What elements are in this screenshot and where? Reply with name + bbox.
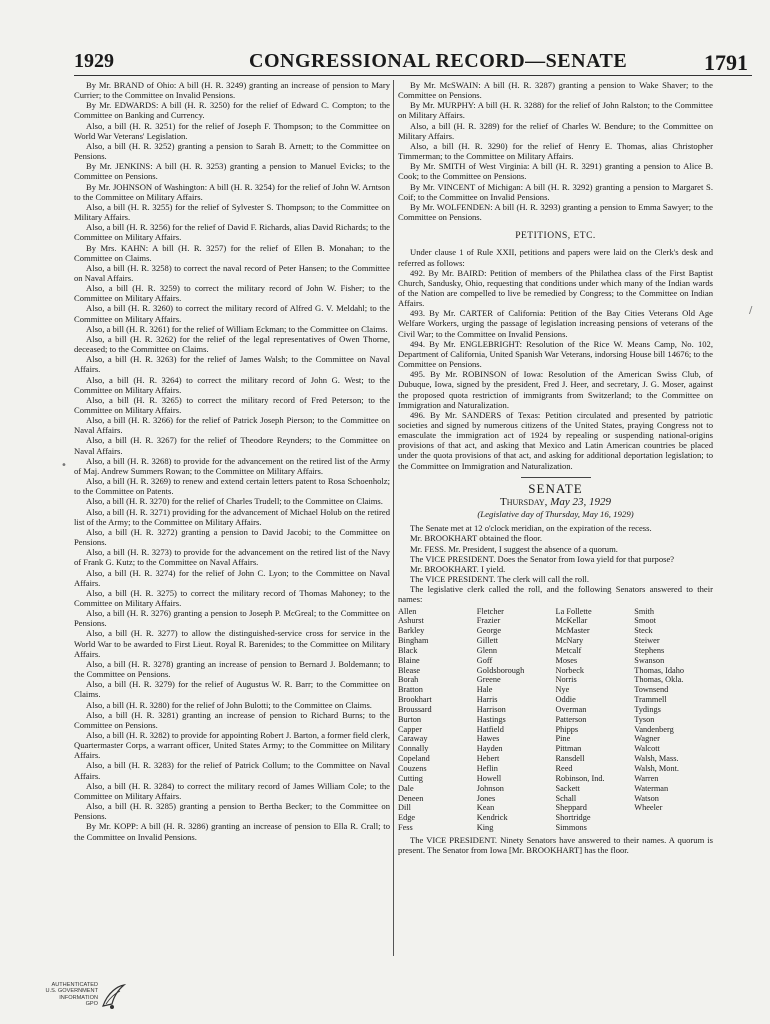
paragraph: Also, a bill (H. R. 3251) for the relief of Joseph F. Thompson; to the Committee on World War Veterans' Legislation. <box>74 120 390 141</box>
paragraph: Also, a bill (H. R. 3268) to provide for the advancement on the retired list of the Army of Maj. Andrew Summers Rowan; to the Committee on Military Affairs. <box>74 455 390 476</box>
bill-list-left <box>74 80 390 842</box>
senator-name: Nye <box>555 685 570 695</box>
senator-name: Phipps <box>555 724 579 734</box>
senator-name: Caraway <box>398 734 428 744</box>
senator-name: Ransdell <box>555 754 585 764</box>
senator-name: Copeland <box>398 754 430 764</box>
senator-name: Walsh, Mont. <box>634 764 679 773</box>
senator-name: Broussard <box>398 704 432 714</box>
paragraph: By Mr. EDWARDS: A bill (H. R. 3250) for the relief of Edward C. Compton; to the Committee on Banking and Currency. <box>74 100 390 121</box>
senator-name: Cutting <box>398 773 423 783</box>
header-page-number: 1791 <box>704 50 748 75</box>
roll-call-column <box>634 607 713 833</box>
paragraph: The legislative clerk called the roll, and the following Senators answered to their names: <box>398 584 713 605</box>
senator-name: Connally <box>398 744 429 754</box>
senator-name: Waterman <box>634 783 669 793</box>
senator-name: Pine <box>555 734 571 744</box>
paragraph: Also, a bill (H. R. 3271) providing for the advancement of Michael Holub on the retired list of the Army; to the Committee on Military Affairs. <box>74 506 390 527</box>
senator-name: Borah <box>398 675 419 685</box>
senator-name: Dill <box>398 803 411 813</box>
paragraph: By Mr. MURPHY: A bill (H. R. 3288) for the relief of John Ralston; to the Committee on Military Affairs. <box>398 100 713 121</box>
senator-name: Metcalf <box>555 645 582 655</box>
paragraph: Also, a bill (H. R. 3264) to correct the military record of John G. West; to the Committee on Military Affairs. <box>74 374 390 395</box>
paragraph: Also, a bill (H. R. 3283) for the relief of Patrick Collum; to the Committee on Naval Affairs. <box>74 760 390 781</box>
senator-name: Overman <box>555 704 587 714</box>
senator-name: Moses <box>555 655 578 665</box>
header-year: 1929 <box>74 50 114 72</box>
header-rule <box>74 75 752 76</box>
senator-name: Wheeler <box>634 803 663 813</box>
roll-call-column <box>556 607 635 833</box>
paragraph: Also, a bill (H. R. 3267) for the relief of Theodore Reynders; to the Committee on Naval Affairs. <box>74 435 390 456</box>
senator-name: Hale <box>476 685 493 695</box>
senator-name: Harris <box>476 695 498 705</box>
senator-name: Brookhart <box>398 695 432 705</box>
right-column <box>398 80 713 855</box>
senator-name: Bratton <box>398 685 423 695</box>
senator-name: Smith <box>634 606 655 616</box>
senator-name: Shortridge <box>555 813 591 823</box>
paragraph: Also, a bill (H. R. 3270) for the relief of Charles Trudell; to the Committee on Claims. <box>86 496 383 507</box>
senator-name: Greene <box>476 675 501 685</box>
senator-name: Pittman <box>555 744 582 754</box>
senator-name: McKellar <box>555 616 588 626</box>
senator-name: Johnson <box>476 783 504 793</box>
senator-name: Gillett <box>476 636 498 646</box>
senator-name: La Follette <box>555 606 592 616</box>
senate-heading: SENATE <box>528 480 583 496</box>
senator-name: Goff <box>476 655 493 665</box>
paragraph: By Mr. VINCENT of Michigan: A bill (H. R. 3292) granting a pension to Margaret S. Coif; to the Committee on Invalid Pensions. <box>398 181 713 202</box>
senator-name: Hastings <box>476 714 506 724</box>
paragraph: Also, a bill (H. R. 3284) to correct the military record of James William Cole; to the Committee on Military Affairs. <box>74 780 390 801</box>
paragraph: Also, a bill (H. R. 3290) for the relief of Henry E. Thomas, alias Christopher Timmerman; to the Committee on Military Affairs. <box>398 140 713 162</box>
paragraph: Also, a bill (H. R. 3273) to provide for the advancement on the retired list of the Navy of Frank G. Kutz; to the Committee on Naval Affairs. <box>74 547 390 568</box>
senator-name: Dale <box>398 783 414 793</box>
paragraph: Mr. BROOKHART. I yield. <box>410 563 506 574</box>
paragraph: Also, a bill (H. R. 3278) granting an increase of pension to Bernard J. Boldemann; to the Committee on Pensions. <box>74 658 390 680</box>
roll-call-names <box>398 607 713 833</box>
senator-name: Walcott <box>634 744 660 754</box>
roll-call-column <box>477 607 556 833</box>
paragraph: Also, a bill (H. R. 3263) for the relief of James Walsh; to the Committee on Naval Affairs. <box>74 354 390 375</box>
margin-mark: / <box>749 305 753 316</box>
senator-name: Glenn <box>476 645 498 655</box>
paragraph: Also, a bill (H. R. 3258) to correct the naval record of Peter Hansen; to the Committee on Naval Affairs. <box>74 262 390 283</box>
paragraph: Also, a bill (H. R. 3280) for the relief of John Bulotti; to the Committee on Claims. <box>86 699 372 710</box>
senator-name: Watson <box>634 793 659 803</box>
senator-name: Burton <box>398 714 422 724</box>
senator-name: Kean <box>476 803 495 813</box>
petitions-list <box>398 247 713 470</box>
session-date-value: May 23, 1929 <box>550 495 611 508</box>
paragraph: Also, a bill (H. R. 3256) for the relief of David F. Richards, alias David Richards; to the Committee on Military Affairs. <box>74 222 390 243</box>
senator-name: George <box>476 626 502 636</box>
paragraph: Also, a bill (H. R. 3289) for the relief of Charles W. Bendure; to the Committee on Military Affairs. <box>398 120 713 141</box>
paragraph: The Senate met at 12 o'clock meridian, on the expiration of the recess. <box>410 523 652 534</box>
senator-name: Hebert <box>476 754 500 764</box>
senate-proceedings <box>398 523 713 604</box>
senator-name: Capper <box>398 724 422 734</box>
bill-list-right <box>398 80 713 222</box>
senator-name: Townsend <box>634 685 669 695</box>
paragraph: 496. By Mr. SANDERS of Texas: Petition circulated and presented by patriotic societies and signed by numerous citizens of the United States, praying Congress not to emasculate the immigration act of 1924 by repealing or suspending national-origins provisions of that act, and asking that Mexico and Latin American countries be placed under the quota provisions of that act, and asking for additional deportation legislation; to the Committee on Immigration and Naturalization. <box>398 409 713 471</box>
header-title: CONGRESSIONAL RECORD—SENATE <box>249 50 628 72</box>
senator-name: Schall <box>555 793 577 803</box>
senator-name: Deneen <box>398 793 424 803</box>
senator-name: Ashurst <box>398 616 424 626</box>
paragraph: 495. By Mr. ROBINSON of Iowa: Resolution of the American Swiss Club, of Dubuque, Iowa, signed by the president, Fred J. Heer, and secretary, J. G. Moser, against the proposed quota restriction of immigrants from Switzerland; to the Committee on Immigration and Naturalization. <box>398 369 713 410</box>
legislative-day: (Legislative day of Thursday, May 16, 1929) <box>477 509 634 520</box>
senator-name: Warren <box>634 773 659 783</box>
senator-name: Tydings <box>634 704 661 714</box>
paragraph: Also, a bill (H. R. 3275) to correct the military record of Thomas Mahoney; to the Committee on Military Affairs. <box>74 587 390 608</box>
paragraph: Also, a bill (H. R. 3277) to allow the distinguished-service cross for service in the World War to be awarded to First Lieut. Royal R. Barenides; to the Committee on Military Affairs. <box>74 628 390 659</box>
paragraph: Also, a bill (H. R. 3252) granting a pension to Sarah B. Arnett; to the Committee on Pensions. <box>74 140 390 162</box>
margin-dot: • <box>61 460 67 471</box>
senator-name: Blaine <box>398 655 420 665</box>
paragraph: Mr. FESS. Mr. President, I suggest the absence of a quorum. <box>410 543 618 554</box>
session-date <box>398 497 713 507</box>
senator-name: Vandenberg <box>634 724 674 734</box>
paragraph: Also, a bill (H. R. 3266) for the relief of Patrick Joseph Pierson; to the Committee on Naval Affairs. <box>74 415 390 436</box>
senator-name: Patterson <box>555 714 587 724</box>
senator-name: Hayden <box>476 744 503 754</box>
senator-name: Wagner <box>634 734 660 744</box>
senator-name: Trammell <box>634 695 667 705</box>
senator-name: Simmons <box>555 823 587 833</box>
logo-text: AUTHENTICATED U.S. GOVERNMENT INFORMATION GPO <box>45 982 98 1008</box>
paragraph: By Mr. JOHNSON of Washington: A bill (H. R. 3254) for the relief of John W. Arntson to the Committee on Military Affairs. <box>74 181 390 202</box>
paragraph: Also, a bill (H. R. 3255) for the relief of Sylvester S. Thompson; to the Committee on Military Affairs. <box>74 201 390 223</box>
paragraph: Also, a bill (H. R. 3260) to correct the military record of Alfred G. V. Meldahl; to the Committee on Military Affairs. <box>74 303 390 324</box>
senator-name: Fletcher <box>476 606 504 616</box>
paragraph: Also, a bill (H. R. 3276) granting a pension to Joseph P. McGreal; to the Committee on Pensions. <box>74 608 390 629</box>
paragraph: Under clause 1 of Rule XXII, petitions and papers were laid on the Clerk's desk and referred as follows: <box>398 247 713 268</box>
senator-name: Norris <box>555 675 577 685</box>
paragraph: Also, a bill (H. R. 3259) to correct the military record of John W. Fisher; to the Committee on Military Affairs. <box>74 283 390 304</box>
senator-name: Sheppard <box>555 803 587 813</box>
roll-call-column <box>398 607 477 833</box>
paragraph: The VICE PRESIDENT. Does the Senator from Iowa yield for that purpose? <box>410 553 675 564</box>
senator-name: Fess <box>398 823 413 833</box>
senator-name: McMaster <box>555 626 590 636</box>
senator-name: Oddie <box>555 695 576 705</box>
senator-name: Robinson, Ind. <box>555 773 605 783</box>
senator-name: Thomas, Okla. <box>634 675 684 685</box>
senator-name: Howell <box>476 773 502 783</box>
senator-name: Hawes <box>476 734 500 744</box>
senator-name: Bingham <box>398 636 429 646</box>
petitions-heading: PETITIONS, ETC. <box>515 231 596 242</box>
paragraph: By Mrs. KAHN: A bill (H. R. 3257) for the relief of Ellen B. Monahan; to the Committee on Claims. <box>74 242 390 263</box>
paragraph: Also, a bill (H. R. 3281) granting an increase of pension to Richard Burns; to the Committee on Pensions. <box>74 709 390 730</box>
section-rule <box>521 477 591 478</box>
senator-name: McNary <box>555 636 584 646</box>
senator-name: Kendrick <box>476 813 508 823</box>
senator-name: Barkley <box>398 626 425 636</box>
senator-name: Steiwer <box>634 636 660 646</box>
paragraph: Also, a bill (H. R. 3285) granting a pension to Bertha Becker; to the Committee on Pensions. <box>74 801 390 822</box>
senator-name: Stephens <box>634 645 665 655</box>
paragraph: Also, a bill (H. R. 3261) for the relief of William Eckman; to the Committee on Claims. <box>86 323 388 334</box>
paragraph: Also, a bill (H. R. 3262) for the relief of the legal representatives of Owen Thorne, deceased; to the Committee on Claims. <box>74 333 390 355</box>
session-day: Thursday, <box>500 495 548 508</box>
column-divider <box>393 80 394 956</box>
senator-name: Swanson <box>634 655 665 665</box>
senator-name: Allen <box>398 606 417 616</box>
paragraph: By Mr. KOPP: A bill (H. R. 3286) granting an increase of pension to Ella R. Crall; to the Committee on Invalid Pensions. <box>74 821 390 842</box>
paragraph: By Mr. WOLFENDEN: A bill (H. R. 3293) granting a pension to Emma Sawyer; to the Committee on Pensions. <box>398 201 713 223</box>
senator-name: Couzens <box>398 764 427 773</box>
paragraph: Also, a bill (H. R. 3282) to provide for appointing Robert J. Barton, a former field clerk, Quartermaster Corps, a warrant officer, United States Army; to the Committee on Military Affairs. <box>74 730 390 761</box>
paragraph: By Mr. BRAND of Ohio: A bill (H. R. 3249) granting an increase of pension to Mary Currier; to the Committee on Invalid Pensions. <box>74 80 390 101</box>
paragraph: Also, a bill (H. R. 3279) for the relief of Augustus W. R. Barr; to the Committee on Claims. <box>74 679 390 700</box>
senator-name: Smoot <box>634 616 656 626</box>
senator-name: Thomas, Idaho <box>634 665 685 675</box>
paragraph: By Mr. SMITH of West Virginia: A bill (H. R. 3291) granting a pension to Alice B. Cook; to the Committee on Pensions. <box>398 161 713 182</box>
senator-name: Edge <box>398 813 416 823</box>
senator-name: Jones <box>476 793 496 803</box>
paragraph: Also, a bill (H. R. 3265) to correct the military record of Fred Peterson; to the Committee on Military Affairs. <box>74 394 390 415</box>
senator-name: Reed <box>555 764 573 773</box>
paragraph: 493. By Mr. CARTER of California: Petition of the Bay Cities Veterans Old Age Welfare Workers, urging the passage of legislation increasing pensions of veterans of the Civil War; to the Committee on Invalid Pensions. <box>398 308 713 339</box>
gpo-authenticated-logo <box>22 982 132 1016</box>
paragraph: Also, a bill (H. R. 3269) to renew and extend certain letters patent to Rosa Schoenholz; to the Committee on Patents. <box>74 476 390 497</box>
senator-name: Hatfield <box>476 724 504 734</box>
senator-name: Harrison <box>476 704 506 714</box>
paragraph: 492. By Mr. BAIRD: Petition of members of the Philathea class of the First Baptist Church, Sandusky, Ohio, requesting that conditions under which many of the Indian wards of the Nation are compelled to live be remedied by Congress; to the Committee on Indian Affairs. <box>398 267 713 309</box>
senator-name: Heflin <box>476 764 498 773</box>
senator-name: Blease <box>398 665 421 675</box>
paragraph: Also, a bill (H. R. 3274) for the relief of John C. Lyon; to the Committee on Naval Affairs. <box>74 567 390 588</box>
senator-name: Tyson <box>634 714 655 724</box>
left-column <box>74 80 390 842</box>
paragraph: 494. By Mr. ENGLEBRIGHT: Resolution of the Rice W. Means Camp, No. 102, Department of California, United Spanish War Veterans, indorsing House bill 14676; to the Committee on Pensions. <box>398 338 713 370</box>
quorum-announcement: The VICE PRESIDENT. Ninety Senators have answered to their names. A quorum is present. The Senator from Iowa [Mr. BROOKHART] has the floor. <box>398 834 713 856</box>
paragraph: Also, a bill (H. R. 3272) granting a pension to David Jacobi; to the Committee on Pensions. <box>74 526 390 548</box>
eagle-icon <box>100 982 126 1012</box>
senator-name: King <box>476 823 494 833</box>
senator-name: Frazier <box>476 616 501 626</box>
senator-name: Walsh, Mass. <box>634 754 679 764</box>
senator-name: Black <box>398 645 418 655</box>
senator-name: Norbeck <box>555 665 585 675</box>
senator-name: Sackett <box>555 783 580 793</box>
paragraph: Mr. BROOKHART obtained the floor. <box>410 533 543 544</box>
senator-name: Goldsborough <box>476 665 525 675</box>
paragraph: By Mr. McSWAIN: A bill (H. R. 3287) granting a pension to Wake Shaver; to the Committee on Pensions. <box>398 80 713 101</box>
senator-name: Steck <box>634 626 653 636</box>
paragraph: By Mr. JENKINS: A bill (H. R. 3253) granting a pension to Manuel Evicks; to the Committee on Pensions. <box>74 161 390 182</box>
paragraph: The VICE PRESIDENT. The clerk will call the roll. <box>410 574 589 585</box>
page-header <box>74 50 750 76</box>
